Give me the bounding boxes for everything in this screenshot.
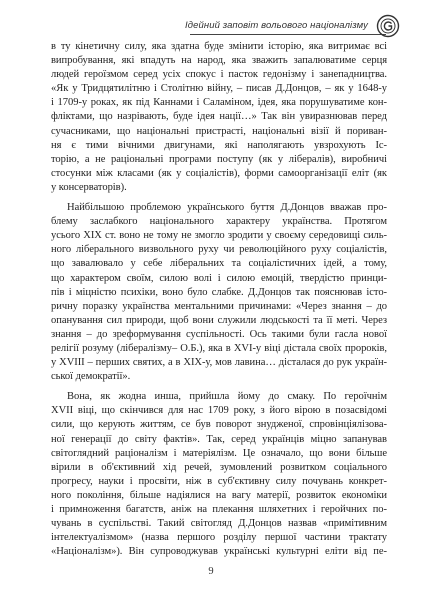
text-line: «Націоналізм»). Він супроводжував українські культурні еліти від пе- <box>51 546 387 558</box>
text-line: усього XIX ст. воно не тому не змогло зродити у своєму середовищі силь- <box>51 230 387 242</box>
text-line: прогресу, науки і просвіти, ніж в суб'єктивну силу почувань конкрет- <box>51 475 387 487</box>
text-line: торію, а не раціональні програми поступу (як у лібералів), виробничі <box>51 153 387 165</box>
running-header-title: Ідейний заповіт вольового націоналізму <box>185 20 368 31</box>
text-line: світоглядний раціоналізм і матеріялізм. Це означало, що вони більше <box>51 447 387 459</box>
text-line: що завалювало у себе ліберальних та соціалістичних ідей, а тому, <box>51 258 387 270</box>
text-line: і 1709-у роках, як під Каннами і Саламіном, ідея, яка порушуватиме кон- <box>51 97 387 109</box>
text-line: у консерваторів). <box>51 181 127 193</box>
text-line: блему заслабкого національного характеру українства. Протягом <box>51 216 387 228</box>
text-line: в ту кінетичну силу, яка здатна буде змінити історію, яка витримає всі <box>51 41 387 52</box>
text-line: релігії розуму (лібералізму– О.Б.), яка в XVI-у віці дістала своїх пророків, <box>51 342 387 354</box>
text-line: XVII віці, що скінчився для нас 1709 року, з його вірою в позасвідомі <box>51 405 387 417</box>
text-line: ного ліберального визвольного руху чи революційного руху соціалістів, <box>51 244 387 256</box>
text-line: опанування сил природи, щоб вони служили людськості та її меті. Через <box>51 314 387 326</box>
text-line: чувань в суспільстві. Такий світогляд Д.Донцов назвав «примітивним <box>51 518 387 530</box>
text-line: пів і міцністю психіки, воно було слабке. Д.Донцов так пояснював істо- <box>51 286 387 298</box>
text-line: вірили в об'єктивний хід речей, зумовлений розвитком соціального <box>51 461 387 473</box>
text-line: інтелектуалізмом» (назва першого розділу першої частини трактату <box>51 532 387 544</box>
text-line: що характером своїм, силою волі і силою емоцій, твердістю принци- <box>51 272 387 284</box>
text-line: ної генерації до світу фактів». Так, серед українців міцно запанував <box>51 433 387 445</box>
page-number: 9 <box>208 566 214 577</box>
text-line: ричну поразку українства ментальними причинами: «Через знання – до <box>51 300 387 312</box>
text-line: ня є тими вічними двигунами, які наполягають увзрохують Іс- <box>51 139 387 151</box>
text-line: Вона, як жодна инша, прийшла йому до смаку. По героїчнім <box>67 391 387 403</box>
text-line: «Як у Тридцятилітню і Столітню війну, – писав Д.Донцов, – як у 1648-у <box>51 83 387 95</box>
text-line: сили, що керують життям, се був поворот знудженої, спровінціялізова- <box>51 419 387 431</box>
header-rule <box>190 34 386 35</box>
text-line: сучасниками, що національні пристрасті, національні візії й пориван- <box>51 125 387 137</box>
text-line: у XVIII – перших святих, а в XIX-у, мов лавина… дісталася до рук україн- <box>51 357 387 369</box>
text-line: знання – до зреформування суспільності. Ось такими були гасла нової <box>51 328 387 340</box>
text-line: випробування, які впадуть на народ, яка зважить запалюватиме серця <box>51 55 387 67</box>
text-line: людей героїзмом серед усіх спокус і пасток гедонізму і занепадництва. <box>51 69 387 81</box>
text-line: ської демократії». <box>51 371 131 383</box>
publisher-logo-icon <box>376 14 400 38</box>
running-header <box>40 14 400 40</box>
text-line: ного покоління, більше надіялися на вагу матерії, розвиток економіки <box>51 489 387 501</box>
body-text <box>51 40 387 559</box>
text-line: Найбільшою проблемою українського буття Д.Донцов вважав про- <box>67 202 387 214</box>
text-line: і примноження багатств, аніж на плекання шляхетних і геройчних по- <box>51 504 387 515</box>
text-line: фліктами, що назрівають, буде ідея нації…» Так він увиразнював перед <box>51 111 387 123</box>
text-line: стосунки між класами (як у соціалістів), форми самоорганізації еліт (як <box>51 167 387 179</box>
